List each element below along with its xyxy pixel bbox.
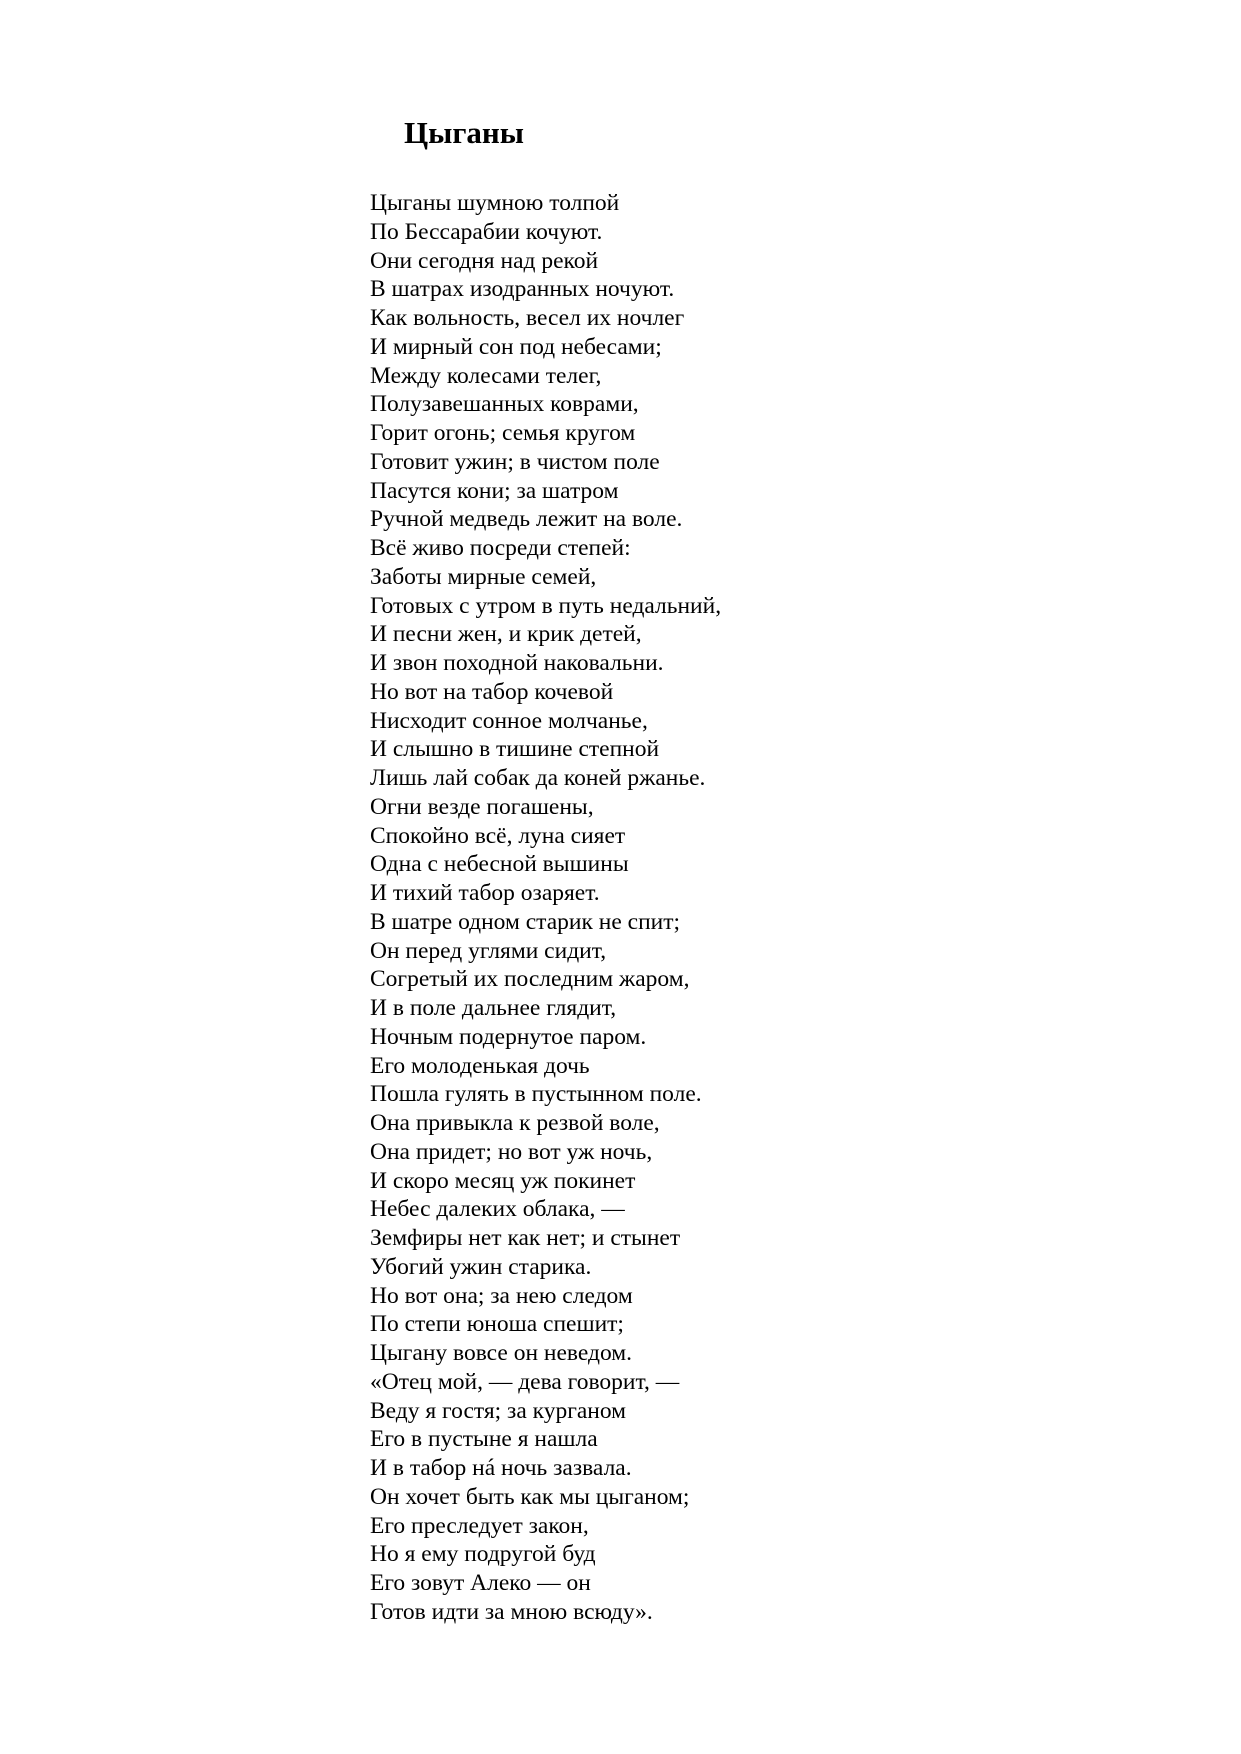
poem-line: «Отец мой, — дева говорит, — xyxy=(370,1368,680,1395)
poem-line: Его преследует закон, xyxy=(370,1512,589,1539)
poem-line: Заботы мирные семей, xyxy=(370,563,597,590)
poem-line: Убогий ужин старика. xyxy=(370,1253,592,1280)
poem-line: Они сегодня над рекой xyxy=(370,247,599,274)
poem-line: Одна с небесной вышины xyxy=(370,851,629,878)
poem-line: По Бессарабии кочуют. xyxy=(370,218,603,245)
poem-line: Ночным подернутое паром. xyxy=(370,1023,647,1050)
poem-line: Но вот на табор кочевой xyxy=(370,678,614,705)
poem-line: И слышно в тишине степной xyxy=(370,736,660,763)
poem-line: И мирный сон под небесами; xyxy=(370,333,662,360)
poem-line: И тихий табор озаряет. xyxy=(370,880,600,906)
poem-line: Земфиры нет как нет; и стынет xyxy=(370,1225,681,1251)
poem-line: Но я ему подругой буд xyxy=(370,1541,596,1568)
poem-line: Всё живо посреди степей: xyxy=(370,535,631,561)
poem-line: Она привыкла к резвой воле, xyxy=(370,1110,660,1136)
poem-line: Веду я гостя; за курганом xyxy=(370,1397,627,1424)
poem-line: Готов идти за мною всюду». xyxy=(370,1598,653,1625)
poem-line: Его в пустыне я нашла xyxy=(370,1426,598,1453)
poem-line: В шатрах изодранных ночуют. xyxy=(370,276,675,303)
poem-line: Ручной медведь лежит на воле. xyxy=(370,506,683,533)
poem-line: И звон походной наковальни. xyxy=(370,650,664,676)
poem-line: И песни жен, и крик детей, xyxy=(370,621,642,648)
poem-line: Пошла гулять в пустынном поле. xyxy=(370,1081,702,1108)
poem-line: Но вот она; за нею следом xyxy=(370,1282,633,1309)
poem-line: Цыганы шумною толпой xyxy=(370,190,620,216)
poem-line: Пасутся кони; за шатром xyxy=(370,477,619,504)
poem-line: Готовит ужин; в чистом поле xyxy=(370,448,660,475)
poem-line: Лишь лай собак да коней ржанье. xyxy=(370,765,706,791)
poem-line: Нисходит сонное молчанье, xyxy=(370,707,648,734)
poem-line: Его зовут Алеко — он xyxy=(370,1570,591,1596)
poem-title: Цыганы xyxy=(404,115,524,150)
poem-line: Огни везде погашены, xyxy=(370,793,594,820)
poem-line: Между колесами телег, xyxy=(370,362,602,389)
poem-line: Его молоденькая дочь xyxy=(370,1052,590,1079)
poem-line: И в табор нá ночь зазвала. xyxy=(370,1455,632,1481)
poem-line: Горит огонь; семья кругом xyxy=(370,420,636,446)
poem-line: Согретый их последним жаром, xyxy=(370,966,690,993)
poem-line: Он перед углями сидит, xyxy=(370,937,607,964)
poem-body xyxy=(370,189,721,1627)
poem-line: И в поле дальнее глядит, xyxy=(370,995,617,1021)
poem-line: Спокойно всё, луна сияет xyxy=(370,822,626,849)
poem-line: И скоро месяц уж покинет xyxy=(370,1167,636,1194)
poem-line: Цыгану вовсе он неведом. xyxy=(370,1340,632,1366)
poem-line: В шатре одном старик не спит; xyxy=(370,908,681,935)
poem-line: Как вольность, весел их ночлег xyxy=(370,305,685,331)
poem-line: Готовых с утром в путь недальний, xyxy=(370,592,722,619)
poem-line: Полузавешанных коврами, xyxy=(370,391,639,418)
poem-line: Она придет; но вот уж ночь, xyxy=(370,1138,653,1165)
poem-line: Небес далеких облака, — xyxy=(370,1196,625,1223)
poem-line: По степи юноша спешит; xyxy=(370,1311,624,1338)
poem-line: Он хочет быть как мы цыганом; xyxy=(370,1483,690,1510)
